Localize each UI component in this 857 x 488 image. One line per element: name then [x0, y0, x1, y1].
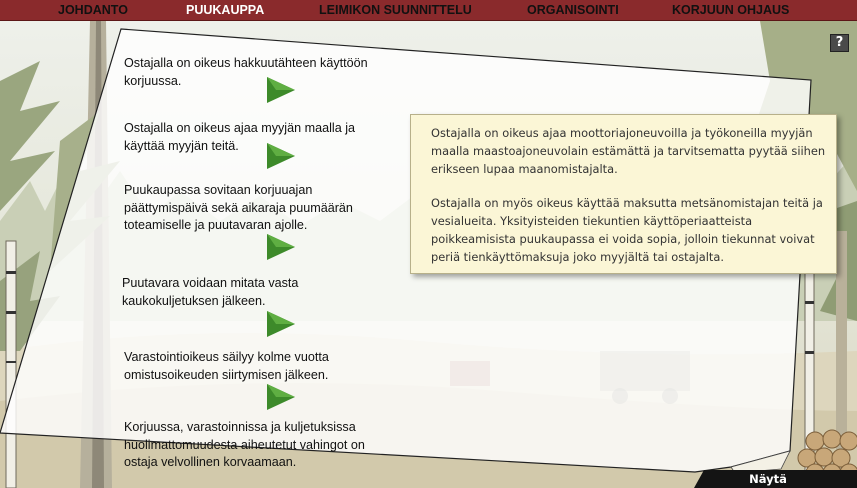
play-arrow-icon[interactable]: [266, 383, 296, 411]
info-paragraph: Ostajalla on oikeus ajaa moottoriajoneuvoilla ja työkoneilla myyjän maalla maastoajoneuvolain estämättä ja tarvitsematta pyytää siihen erikseen lupaa maanomistajalta.: [431, 126, 826, 176]
statement-text: Korjuussa, varastoinnissa ja kuljetuksissa huolimattomuudesta aiheutetut vahingot on ostaja velvollinen korvaamaan.: [124, 420, 365, 469]
statement-text: Ostajalla on oikeus hakkuutähteen käyttöön korjuussa.: [124, 56, 368, 88]
tab-leimikon-suunnittelu[interactable]: LEIMIKON SUUNNITTELU: [319, 3, 472, 17]
statement-text: Ostajalla on oikeus ajaa myyjän maalla ja käyttää myyjän teitä.: [124, 121, 356, 153]
play-arrow-icon[interactable]: [266, 310, 296, 338]
show-button-label[interactable]: Näytä: [749, 472, 787, 486]
statement-text: Varastointioikeus säilyy kolme vuotta omistusoikeuden siirtymisen jälkeen.: [124, 350, 329, 382]
statement-text: Puutavara voidaan mitata vasta kaukokuljetuksen jälkeen.: [122, 276, 299, 308]
info-box: [410, 114, 837, 274]
statement-text: Puukaupassa sovitaan korjuuajan päättymispäivä sekä aikaraja puumäärän toteamiselle ja puutavaran ajolle.: [124, 183, 353, 232]
tab-puukauppa[interactable]: PUUKAUPPA: [186, 3, 265, 17]
tab-korjuun-ohjaus[interactable]: KORJUUN OHJAUS: [672, 3, 790, 17]
top-navigation: [0, 0, 857, 21]
play-arrow-icon[interactable]: [266, 233, 296, 261]
tab-organisointi[interactable]: ORGANISOINTI: [527, 3, 619, 17]
help-button[interactable]: ?: [830, 34, 849, 52]
play-arrow-icon[interactable]: [266, 142, 296, 170]
tab-johdanto[interactable]: JOHDANTO: [58, 3, 128, 17]
show-button[interactable]: [694, 470, 857, 488]
info-paragraph: Ostajalla on myös oikeus käyttää maksutta metsänomistajan teitä ja vesialueita. Yksityisteiden tiekuntien käyttöperiaatteista poikkeamisista puukaupassa ei voida sopia, jolloin tiekunnat voivat periä tienkäyttömaksuja joko myyjältä tai ostajalta.: [431, 196, 823, 264]
play-arrow-icon[interactable]: [266, 76, 296, 104]
